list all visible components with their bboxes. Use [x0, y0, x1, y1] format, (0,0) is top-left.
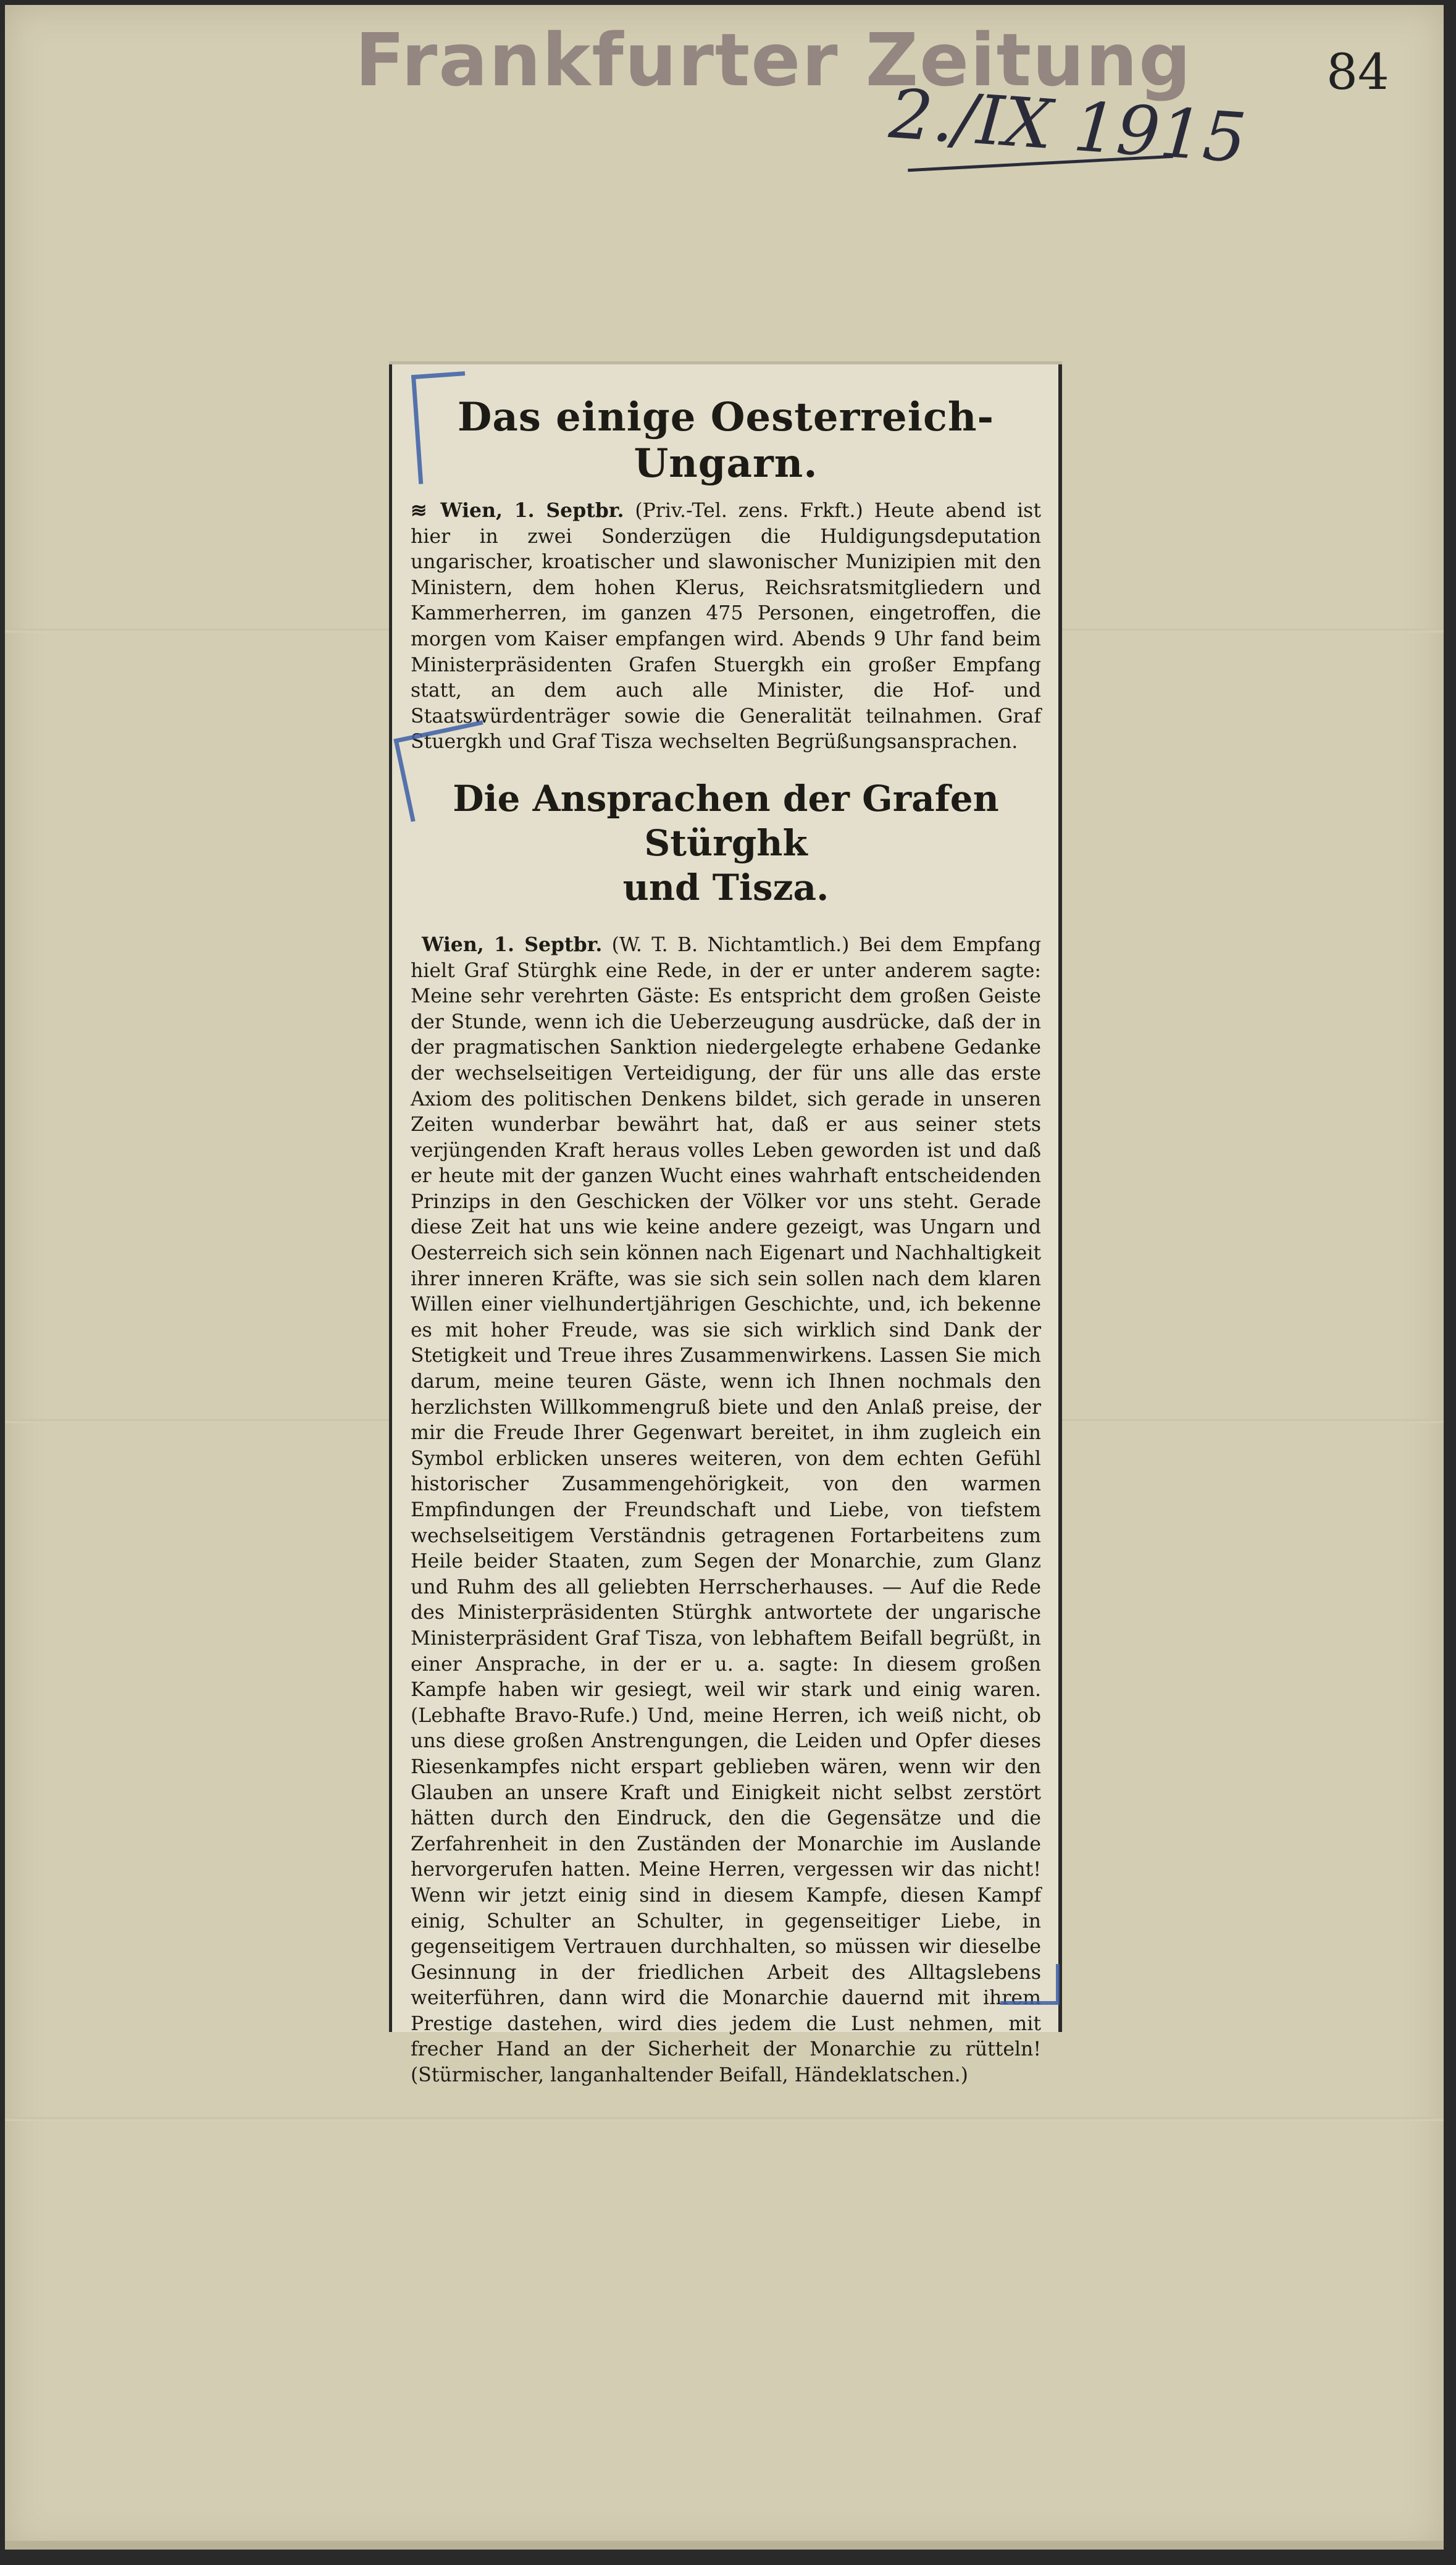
blue-pencil-end-mark	[1000, 1964, 1060, 2005]
sheet-bottom-edge	[5, 2541, 1444, 2550]
article2-headline	[411, 776, 1041, 910]
article1-headline: Das einige Oesterreich-Ungarn.	[457, 394, 995, 487]
article2-dateline: Wien, 1. Septbr.	[422, 933, 603, 956]
article1-body	[411, 498, 1041, 755]
article2-body	[411, 932, 1041, 2089]
newspaper-clipping	[389, 364, 1062, 2087]
article1-dateline: Wien, 1. Septbr.	[440, 499, 624, 522]
article1-source: (Priv.-Tel. zens. Frkft.)	[635, 500, 863, 522]
handwritten-date: 2./IX 1915	[887, 73, 1249, 178]
article2-text: Bei dem Empfang hielt Graf Stürghk eine Rede, in der er unter anderem sagte: Meine sehr verehrten Gäste: Es entspricht dem großen Geiste der Stunde, wenn ich die Ueberzeugung ausdrücke, daß der in der pragmatischen Sanktion niedergelegte erhabene Gedanke der wechselseitigen Verteidigung, der für uns alle das erste Axiom des politischen Denkens bildet, sich gerade in unseren Zeiten wunderbar bewährt hat, daß er aus seiner stets verjüngenden Kraft heraus volles Leben geworden ist und daß er heute mit der ganzen Wucht eines wahrhaft entscheidenden Prinzips in den Geschicken der Völker vor uns steht. Gerade diese Zeit hat uns wie keine andere gezeigt, was Ungarn und Oesterreich sich sein können nach Eigenart und Nachhaltigkeit ihrer inneren Kräfte, was sie sich sein sollen nach dem klaren Willen einer vielhundertjährigen Geschichte, und, ich bekenne es mit hoher Freude, was sie sich wirklich sind Dank der Stetigkeit und Treue ihres Zusammenwirkens. Lassen Sie mich darum, meine teuren Gäste, wenn ich Ihnen nochmals den herzlichsten Willkommengruß biete und den Anlaß preise, der mir die Freude Ihrer Gegenwart bereitet, in ihm zugleich ein Symbol erblicken unseres weiteren, von dem echten Gefühl historischer Zusammengehörigkeit, von den warmen Empfindungen der Freundschaft und Liebe, von tiefstem wechselseitigem Verständnis getragenen Fortarbeitens zum Heile beider Staaten, zum Segen der Monarchie, zum Glanz und Ruhm des all geliebten Herrscherhauses. — Auf die Rede des Ministerpräsidenten Stürghk antwortete der ungarische Ministerpräsident Graf Tisza, von lebhaftem Beifall begrüßt, in einer Ansprache, in der er u. a. sagte: In diesem großen Kampfe haben wir gesiegt, weil wir stark und einig waren. (Lebhafte Bravo-Rufe.) Und, meine Herren, ich weiß nicht, ob uns diese großen Anstrengungen, die Leiden und Opfer dieses Riesenkampfes nicht erspart geblieben wären, wenn wir den Glauben an unsere Kraft und Einigkeit nicht selbst zerstört hätten durch den Eindruck, den die Gegensätze und die Zerfahrenheit in den Zuständen der Monarchie im Auslande hervorgerufen hatten. Meine Herren, vergessen wir das nicht! Wenn wir jetzt einig sind in diesem Kampfe, diesen Kampf einig, Schulter an Schulter, in gegenseitiger Liebe, in gegenseitigem Vertrauen durchhalten, so müssen wir dieselbe Gesinnung in der friedlichen Arbeit des Alltagslebens weiterführen, dann wird die Monarchie dauernd mit ihrem Prestige dastehen, wird dies jedem die Lust nehmen, mit frecher Hand an der Sicherheit der Monarchie zu rütteln! (Stürmischer, langanhaltender Beifall, Händeklatschen.)	[411, 933, 1042, 2087]
article2-headline-line2: und Tisza.	[622, 866, 829, 909]
article2-headline-line1: Die Ansprachen der Grafen Stürghk	[453, 777, 999, 864]
article1-text: Heute abend ist hier in zwei Sonderzügen die Huldigungsdeputation ungarischer, kroatischer und slawonischer Munizipien mit den Ministern, dem hohen Klerus, Reichsratsmitgliedern und Kammerherren, im ganzen 475 Personen, eingetroffen, die morgen vom Kaiser empfangen wird. Abends 9 Uhr fand beim Ministerpräsidenten Grafen Stuergkh ein großer Empfang statt, an dem auch alle Minister, die Hof- und Staatswürdenträger sowie die Generalität teilnahmen. Graf Stuergkh und Graf Tisza wechselten Begrüßungsansprachen.	[411, 500, 1042, 754]
telegraph-symbol-icon: ≋	[411, 499, 424, 522]
blue-pencil-mark	[411, 371, 472, 484]
page-number: 84	[1326, 43, 1389, 101]
newspaper-stamp: Frankfurter Zeitung	[355, 17, 1192, 103]
paper-crease	[5, 2117, 1444, 2121]
article2-source: (W. T. B. Nichtamtlich.)	[611, 933, 850, 956]
